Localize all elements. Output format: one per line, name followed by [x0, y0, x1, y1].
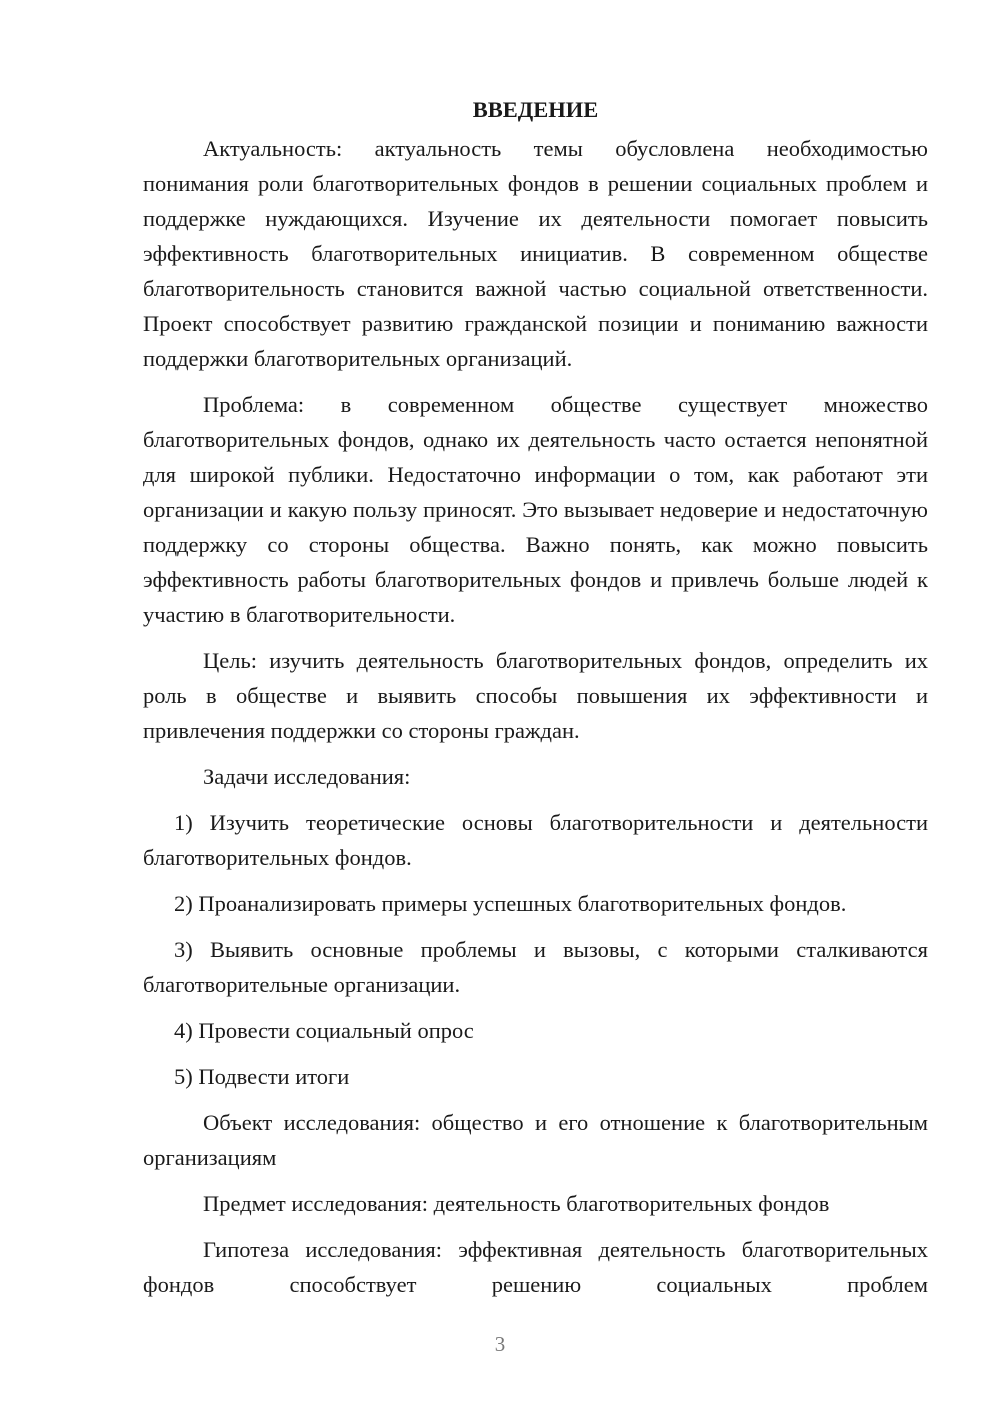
tasks-title: Задачи исследования:: [203, 764, 411, 789]
task-item-2: 2) Проанализировать примеры успешных благотворительных фондов.: [174, 891, 847, 916]
subject-paragraph: Предмет исследования: деятельность благотворительных фондов: [203, 1191, 830, 1216]
task-item-3: 3) Выявить основные проблемы и вызовы, с которыми сталкиваются благотворительные организации.: [143, 937, 928, 997]
problem-paragraph: Проблема: в современном обществе существует множество благотворительных фондов, однако их деятельность часто остается непонятной для широкой публики. Недостаточно информации о том, как работают эти организации и какую пользу приносят. Это вызывает недоверие и недостаточную поддержку со стороны общества. Важно понять, как можно повысить эффективность работы благотворительных фондов и привлечь больше людей к участию в благотворительности.: [143, 392, 928, 627]
task-item-5: 5) Подвести итоги: [174, 1064, 350, 1089]
relevance-paragraph: Актуальность: актуальность темы обусловлена необходимостью понимания роли благотворительных фондов в решении социальных проблем и поддержке нуждающихся. Изучение их деятельности помогает повысить эффективность благотворительных инициатив. В современном обществе благотворительность становится важной частью социальной ответственности. Проект способствует развитию гражданской позиции и пониманию важности поддержки благотворительных организаций.: [143, 136, 928, 371]
hypothesis-paragraph: Гипотеза исследования: эффективная деятельность благотворительных фондов способствует решению социальных проблем: [143, 1237, 928, 1297]
page-number: 3: [494, 1332, 506, 1356]
section-heading: ВВЕДЕНИЕ: [472, 97, 599, 122]
document-page: [143, 92, 928, 1313]
task-item-1: 1) Изучить теоретические основы благотворительности и деятельности благотворительных фондов.: [143, 810, 928, 870]
goal-paragraph: Цель: изучить деятельность благотворительных фондов, определить их роль в обществе и выявить способы повышения их эффективности и привлечения поддержки со стороны граждан.: [143, 648, 928, 743]
object-paragraph: Объект исследования: общество и его отношение к благотворительным организациям: [143, 1110, 928, 1170]
task-item-4: 4) Провести социальный опрос: [174, 1018, 474, 1043]
